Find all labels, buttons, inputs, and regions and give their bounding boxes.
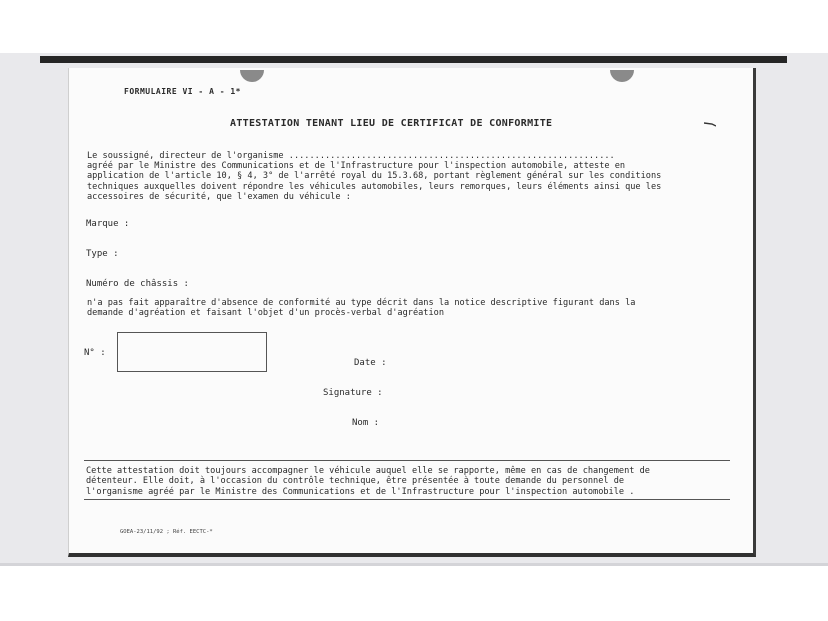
intro-line: Le soussigné, directeur de l'organisme ............................................................... xyxy=(87,151,615,161)
footer-line: détenteur. Elle doit, à l'occasion du contrôle technique, être présentée à toute demande du personnel de xyxy=(86,476,625,487)
footer-line: Cette attestation doit toujours accompagner le véhicule auquel elle se rapporte, même en cas de changement de xyxy=(86,466,650,476)
intro-line: techniques auxquelles doivent répondre les véhicules automobiles, leurs remorques, leurs éléments ainsi que les xyxy=(87,181,662,192)
intro-paragraph xyxy=(87,151,729,202)
footer-notice xyxy=(86,466,650,497)
reference-code: GOEA-23/11/92 ; Réf. EECTC-* xyxy=(120,529,213,535)
intro-line: application de l'article 10, § 4, 3° de l'arrêté royal du 15.3.68, portant règlement général sur les conditions xyxy=(87,171,662,182)
type-label: Type : xyxy=(86,249,119,259)
intro-line: agréé par le Ministre des Communications et de l'Infrastructure pour l'inspection automobile, atteste en xyxy=(87,161,626,172)
marque-label: Marque : xyxy=(86,219,130,229)
form-code: FORMULAIRE VI - A - 1* xyxy=(124,87,241,96)
nom-label: Nom : xyxy=(352,418,380,428)
footer-line: l'organisme agréé par le Ministre des Communications et de l'Infrastructure pour l'inspection automobile . xyxy=(86,486,635,497)
document-title: ATTESTATION TENANT LIEU DE CERTIFICAT DE CONFORMITE xyxy=(230,118,553,129)
ink-mark-icon xyxy=(704,121,716,127)
signature-label: Signature : xyxy=(323,388,383,398)
date-label: Date : xyxy=(354,358,387,368)
intro-line: accessoires de sécurité, que l'examen du véhicule : xyxy=(87,191,351,202)
conformity-paragraph xyxy=(87,298,729,318)
previous-page-edge xyxy=(40,56,787,63)
conformity-line: n'a pas fait apparaître d'absence de conformité au type décrit dans la notice descriptive figurant dans la xyxy=(87,298,636,308)
footer-top-rule xyxy=(84,460,730,461)
backdrop-edge xyxy=(0,563,828,566)
number-box xyxy=(117,332,267,372)
chassis-label: Numéro de châssis : xyxy=(86,279,189,289)
conformity-line: demande d'agréation et faisant l'objet d'un procès-verbal d'agréation xyxy=(87,308,444,319)
footer-bottom-rule xyxy=(84,499,730,500)
number-label: N° : xyxy=(84,348,106,358)
